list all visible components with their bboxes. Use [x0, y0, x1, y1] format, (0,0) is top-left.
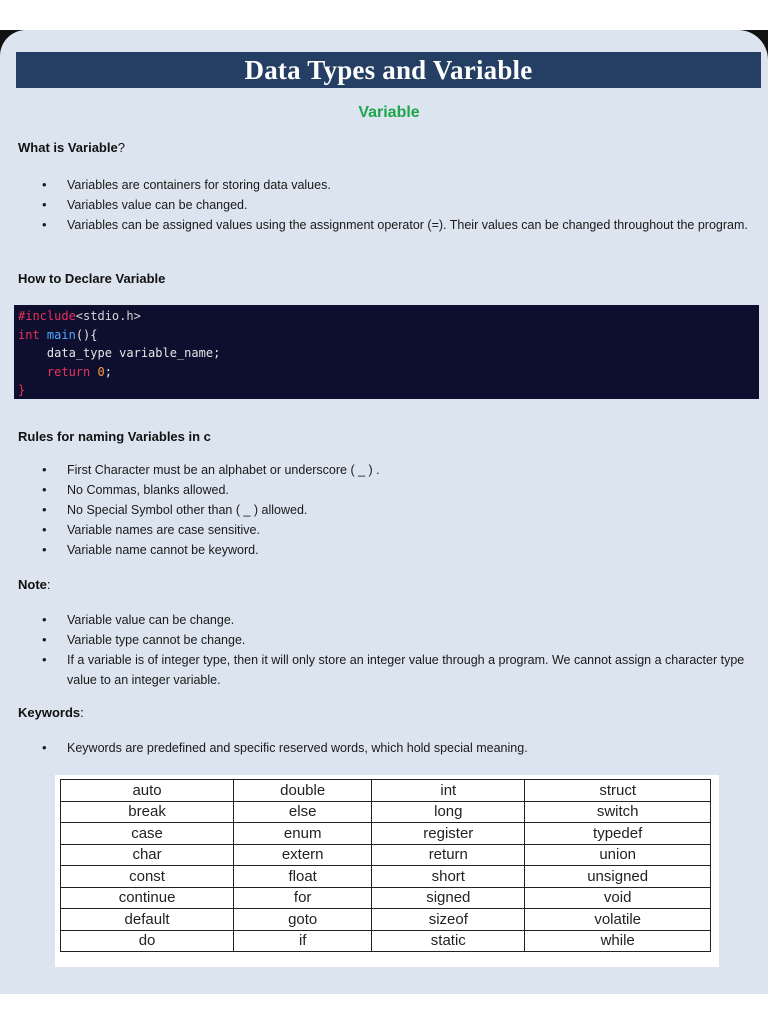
code-line-5: }	[18, 383, 26, 397]
note-list	[0, 610, 768, 690]
code-line-3: data_type variable_name;	[18, 346, 221, 360]
keyword-cell: else	[234, 801, 372, 823]
keyword-cell: float	[234, 866, 372, 888]
keyword-cell: char	[61, 844, 234, 866]
keyword-cell: struct	[525, 780, 711, 802]
table-row	[61, 780, 711, 802]
list-item: • Variable type cannot be change.	[0, 630, 768, 650]
table-row	[61, 930, 711, 952]
keyword-cell: continue	[61, 887, 234, 909]
table-row	[61, 909, 711, 931]
keyword-cell: auto	[61, 780, 234, 802]
keywords-table-panel	[55, 775, 719, 967]
keyword-cell: enum	[234, 823, 372, 845]
list-item: • Variables can be assigned values using the assignment operator (=). Their values can be changed throughout the program.	[0, 215, 768, 235]
list-item: • No Special Symbol other than ( _ ) allowed.	[0, 500, 768, 520]
keyword-cell: do	[61, 930, 234, 952]
keyword-cell: goto	[234, 909, 372, 931]
list-item: • Variable value can be change.	[0, 610, 768, 630]
keyword-cell: short	[372, 866, 525, 888]
keyword-cell: extern	[234, 844, 372, 866]
keyword-cell: return	[372, 844, 525, 866]
declare-variable-heading: How to Declare Variable	[18, 271, 166, 286]
keyword-cell: unsigned	[525, 866, 711, 888]
list-item: • Variables value can be changed.	[0, 195, 768, 215]
table-row	[61, 801, 711, 823]
section-subtitle: Variable	[358, 104, 420, 121]
table-row	[61, 887, 711, 909]
keyword-cell: default	[61, 909, 234, 931]
keywords-heading: Keywords:	[18, 705, 84, 720]
what-is-variable-list	[0, 175, 768, 235]
keyword-cell: double	[234, 780, 372, 802]
keyword-cell: case	[61, 823, 234, 845]
list-item: • Variables are containers for storing data values.	[0, 175, 768, 195]
list-item: • If a variable is of integer type, then it will only store an integer value through a program. We cannot assign a character type value to an integer variable.	[0, 650, 768, 690]
code-line-1: #include<stdio.h>	[18, 309, 141, 323]
keyword-cell: if	[234, 930, 372, 952]
page-title: Data Types and Variable	[244, 54, 533, 85]
list-item: • Variable names are case sensitive.	[0, 520, 768, 540]
code-block	[14, 305, 759, 399]
list-item: • Variable name cannot be keyword.	[0, 540, 768, 560]
title-banner	[16, 52, 761, 88]
keyword-cell: volatile	[525, 909, 711, 931]
table-row	[61, 844, 711, 866]
keyword-cell: const	[61, 866, 234, 888]
keyword-cell: for	[234, 887, 372, 909]
table-row	[61, 866, 711, 888]
keywords-list	[0, 738, 768, 758]
list-item: • No Commas, blanks allowed.	[0, 480, 768, 500]
rules-heading: Rules for naming Variables in c	[18, 429, 211, 444]
code-line-4: return 0;	[18, 364, 112, 379]
keywords-table	[60, 779, 711, 952]
keyword-cell: int	[372, 780, 525, 802]
what-is-variable-heading: What is Variable?	[18, 140, 125, 155]
keyword-cell: typedef	[525, 823, 711, 845]
keyword-cell: while	[525, 930, 711, 952]
keyword-cell: switch	[525, 801, 711, 823]
keyword-cell: register	[372, 823, 525, 845]
keyword-cell: break	[61, 801, 234, 823]
rules-list	[0, 460, 768, 560]
keyword-cell: union	[525, 844, 711, 866]
keyword-cell: long	[372, 801, 525, 823]
list-item: • Keywords are predefined and specific reserved words, which hold special meaning.	[0, 738, 768, 758]
code-line-2: int main(){	[18, 327, 98, 342]
table-row	[61, 823, 711, 845]
keyword-cell: signed	[372, 887, 525, 909]
keyword-cell: static	[372, 930, 525, 952]
document-page	[0, 30, 768, 994]
keyword-cell: void	[525, 887, 711, 909]
keyword-cell: sizeof	[372, 909, 525, 931]
note-heading: Note:	[18, 577, 51, 592]
list-item: • First Character must be an alphabet or underscore ( _ ) .	[0, 460, 768, 480]
